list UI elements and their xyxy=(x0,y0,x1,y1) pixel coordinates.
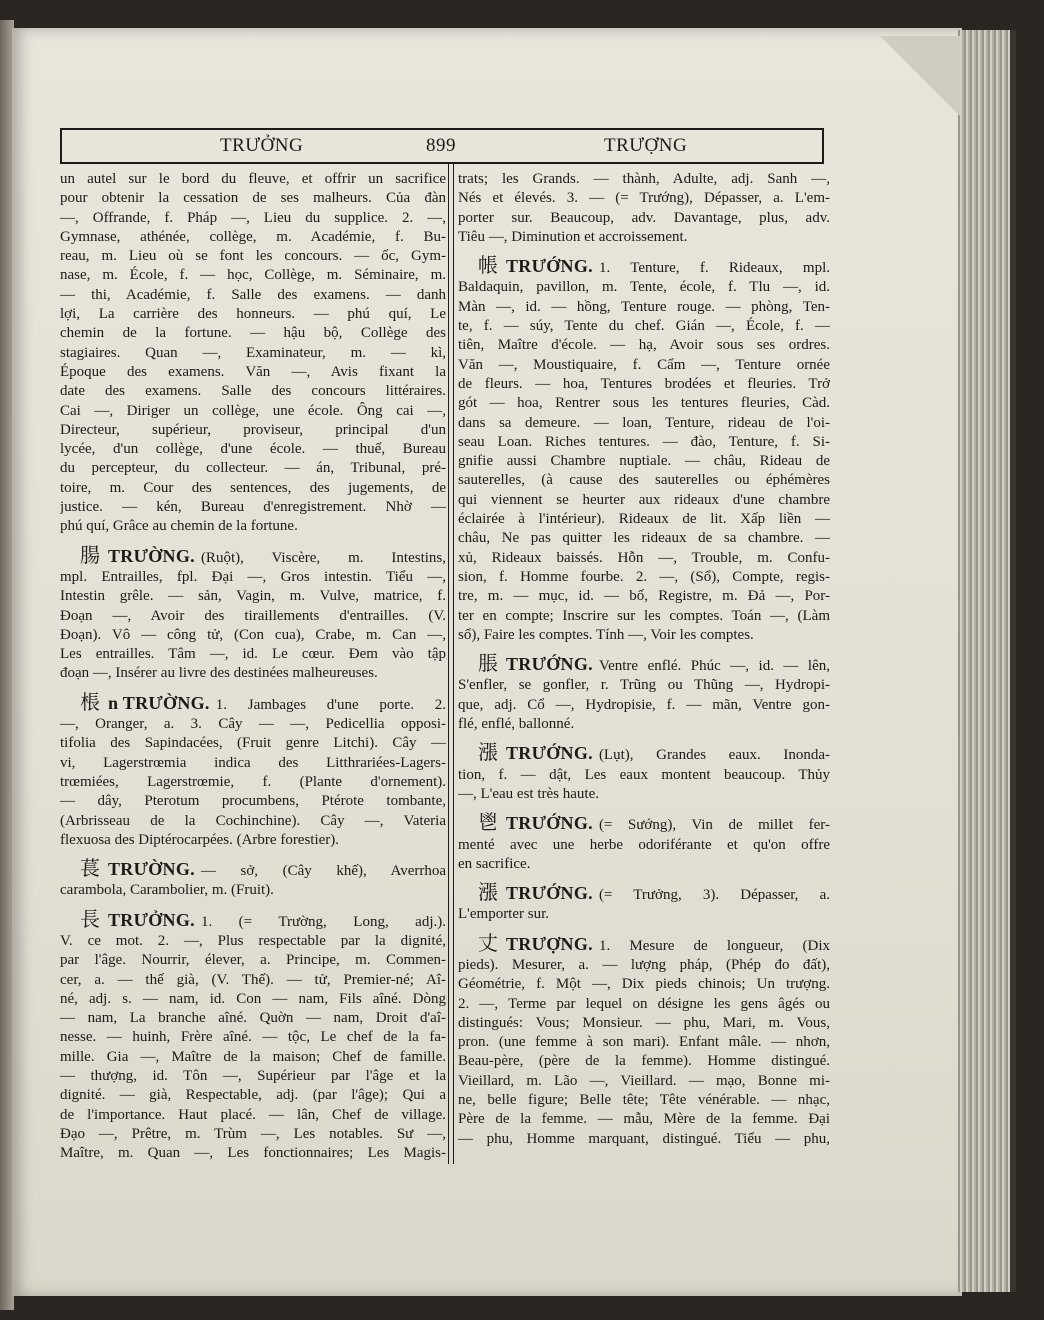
definition-line: justice. — kén, Bureau d'enregistrement. Nhờ — xyxy=(60,499,446,516)
definition-line: carambola, Carambolier, m. (Fruit). xyxy=(60,882,274,899)
definition-line: pieds). Mesurer, a. — lượng pháp, (Phép đo đất), xyxy=(458,956,830,973)
headword: TRƯỚNG. xyxy=(506,883,593,904)
definition-line: Beau-père, (père de la femme). Homme distingué. xyxy=(458,1053,830,1070)
definition-line: 2. —, Terme par lequel on désigne les gens âgés ou xyxy=(458,995,830,1012)
definition-line: Géométrie, f. Một —, Dix pieds chinois; Un trượng. xyxy=(458,976,830,993)
page-number: 899 xyxy=(426,135,456,156)
entry-headline xyxy=(458,814,830,835)
definition-line: Đoạn —, Avoir des tiraillements d'entrailles. (V. xyxy=(60,607,446,624)
headword: TRƯỚNG. xyxy=(506,256,593,277)
definition-line: Tiêu —, Diminution et accroissement. xyxy=(458,228,688,245)
definition-line: toire, m. Cour des sentences, des jugements, de xyxy=(60,479,446,496)
definition-line: —, Offrande, f. Pháp —, Lieu du supplice. 2. —, xyxy=(60,209,446,226)
chinese-character: 脹 xyxy=(478,653,498,676)
definition-line: L'emporter sur. xyxy=(458,906,550,923)
header-right-word: TRƯỢNG xyxy=(604,135,688,156)
definition-line: lợi, La carrière des honneurs. — phú quí, Le xyxy=(60,306,446,323)
definition-line: un autel sur le bord du fleuve, et offrir un sacrifice xyxy=(60,171,446,187)
headword: TRƯỢNG. xyxy=(506,933,593,954)
chinese-character: 帳 xyxy=(478,255,498,278)
chinese-character: 丈 xyxy=(478,932,498,955)
dictionary-entry xyxy=(60,908,446,1164)
definition-line: (Arbrisseau de la Cochinchine). Cây —, Vateria xyxy=(60,812,446,829)
folded-corner xyxy=(880,36,960,116)
definition-line: nesse. — huinh, Frère aîné. — tộc, Le chef de la fa- xyxy=(60,1029,446,1046)
headword: TRƯỞNG. xyxy=(108,909,195,930)
entry-headline xyxy=(458,655,830,676)
dictionary-entry xyxy=(458,744,830,804)
definition-line: dans sa demeure. — loan, Tenture, rideau de l'oi- xyxy=(458,414,830,431)
entry-continuation xyxy=(458,170,830,247)
dictionary-entry xyxy=(458,814,830,874)
definition-line: mpl. Entrailles, fpl. Đại —, Gros intestin. Tiểu —, xyxy=(60,568,446,585)
definition-line: (Lụt), Grandes eaux. Inonda- xyxy=(598,747,830,764)
definition-line: 1. Jambages d'une porte. 2. xyxy=(215,696,446,713)
definition-line: phú quí, Grâce au chemin de la fortune. xyxy=(60,518,298,535)
definition-line: qui viennent se heurter aux rideaux d'une chambre xyxy=(458,491,830,508)
headword: TRƯỜNG. xyxy=(108,859,195,880)
column-divider xyxy=(448,164,454,1164)
definition-line: —, Oranger, a. 3. Cây — —, Pedicellia opposi- xyxy=(60,716,446,733)
definition-line: Directeur, supérieur, proviseur, principal d'un xyxy=(60,421,446,438)
definition-line: tiên, Maître d'école. — hạ, Avoir sous ses ordres. xyxy=(458,337,830,354)
definition-line: đoạn —, Insérer au livre des destinées malheureuses. xyxy=(60,665,378,682)
definition-line: — thi, Académie, f. Salle des examens. — danh xyxy=(60,286,446,303)
definition-line: par l'âge. Nourrir, élever, a. Principe, m. Commen- xyxy=(60,952,446,969)
definition-line: tifolia des Sapindacées, (Fruit genre Litchi). Cây — xyxy=(60,735,446,752)
chinese-character: 棖 xyxy=(80,691,100,714)
definition-line: trats; les Grands. — thành, Adulte, adj. Sanh —, xyxy=(458,171,830,187)
chinese-character: 漲 xyxy=(478,742,498,765)
definition-line: Cai —, Diriger un collège, une école. Ông cai —, xyxy=(60,402,446,419)
definition-line: pron. (une femme à son mari). Enfant mâle. — nhơn, xyxy=(458,1034,830,1051)
entry-headline xyxy=(60,544,446,568)
definition-line: — dây, Pterotum procumbens, Ptérote tombante, xyxy=(60,793,446,810)
definition-line: châu, Ne pas quitter les rideaux de sa chambre. — xyxy=(458,530,830,547)
definition-line: vi, Lagerstrœmia indica des Litthrariées-Lagers- xyxy=(60,754,446,771)
definition-line: nase, m. École, f. — học, Collège, m. Séminaire, m. xyxy=(60,267,446,284)
definition-line: Đạo —, Prêtre, m. Trùm —, Les notables. Sư —, xyxy=(60,1125,446,1142)
definition-line: flé, enflé, ballonné. xyxy=(458,716,575,733)
headword: TRƯỚNG. xyxy=(506,813,593,834)
definition-line: gót — hoa, Rentrer sous les tentures fleuries, Càd. xyxy=(458,395,830,412)
definition-line: né, adj. s. — nam, id. Con — nam, Fils aîné. Dòng xyxy=(60,990,446,1007)
entry-continuation xyxy=(60,170,446,537)
page-edges xyxy=(958,30,1016,1292)
definition-line: en sacrifice. xyxy=(458,855,531,872)
definition-line: Ventre enflé. Phúc —, id. — lên, xyxy=(598,658,830,675)
definition-line: Baldaquin, pavillon, m. Tente, école, f. Tlu —, id. xyxy=(458,279,830,296)
definition-line: (Ruột), Viscère, m. Intestins, xyxy=(200,549,446,566)
left-column xyxy=(60,170,446,1164)
definition-line: éclairée à l'intérieur). Rideaux de lit. Xấp liền — xyxy=(458,511,830,528)
definition-line: ter en compte; Inscrire sur les comptes. Toán —, (Làm xyxy=(458,607,830,624)
entry-headline xyxy=(458,744,830,765)
definition-line: que, adj. Cổ —, Hydropisie, f. — mãn, Ventre gon- xyxy=(458,696,830,713)
definition-line: Màn —, id. — hồng, Tenture rouge. — phòng, Ten- xyxy=(458,298,830,315)
header-left-word: TRƯỞNG xyxy=(220,135,304,156)
dictionary-entry xyxy=(60,691,446,850)
definition-line: pour obtenir la cessation de ses malheurs. Của đàn xyxy=(60,190,446,207)
headword: TRƯỚNG. xyxy=(506,743,593,764)
definition-line: flexuosa des Diptérocarpées. (Arbre forestier). xyxy=(60,831,340,848)
definition-line: de fleurs. — hoa, Tentures brodées et fleuries. Trở xyxy=(458,375,830,392)
dictionary-entry xyxy=(60,544,446,684)
definition-line: Époque des examens. Văn —, Avis fixant la xyxy=(60,363,446,380)
headword: TRƯỜNG. xyxy=(108,545,195,566)
definition-line: seau Loan. Riches tentures. — đào, Tenture, f. Si- xyxy=(458,433,830,450)
definition-line: —, L'eau est très haute. xyxy=(458,785,599,802)
running-header xyxy=(60,128,824,164)
dictionary-entry xyxy=(458,655,830,734)
definition-line: 1. Mesure de longueur, (Dix xyxy=(598,937,830,954)
definition-line: tre, m. — mục, id. — bố, Registre, m. Đả —, Por- xyxy=(458,588,830,605)
definition-line: Père de la femme. — mẫu, Mère de la femme. Đại xyxy=(458,1111,830,1128)
definition-line: Gymnase, athénée, collège, m. Académie, f. Bu- xyxy=(60,228,446,245)
definition-line: date des examens. Salle des concours littéraires. xyxy=(60,383,446,400)
chinese-character: 腸 xyxy=(80,544,100,567)
definition-line: Vieillard, m. Lão —, Vieillard. — mạo, Bonne mi- xyxy=(458,1072,830,1089)
definition-line: (= Sướng), Vin de millet fer- xyxy=(598,817,830,834)
chinese-character: 長 xyxy=(80,908,100,931)
definition-line: — sở, (Cây khế), Averrhoa xyxy=(200,863,446,880)
chinese-character: 萇 xyxy=(80,858,100,881)
entry-headline xyxy=(458,884,830,905)
definition-line: Intestin grêle. — sản, Vagin, m. Vulve, matrice, f. xyxy=(60,588,446,605)
definition-line: Les entrailles. Tâm —, id. Le cœur. Đem vào tập xyxy=(60,646,446,663)
definition-line: cer, a. — thế già, (V. Thế). — tử, Premier-né; Aî- xyxy=(60,971,446,988)
definition-line: porter sur. Beaucoup, adv. Davantage, plus, adv. xyxy=(458,209,830,226)
definition-line: Nés et élevés. 3. — (= Trướng), Dépasser, a. L'em- xyxy=(458,190,830,207)
definition-line: du percepteur, du collecteur. — án, Tribunal, pré- xyxy=(60,460,446,477)
dictionary-entry xyxy=(60,860,446,901)
definition-line: — nam, La branche aîné. Quờn — nam, Droit d'aî- xyxy=(60,1010,446,1027)
entry-headline xyxy=(60,860,446,881)
definition-line: 1. Tenture, f. Rideaux, mpl. xyxy=(598,260,830,277)
definition-line: — phu, Homme marquant, distingué. Tiểu — phu, xyxy=(458,1130,830,1147)
definition-line: tion, f. — dật, Les eaux montent beaucoup. Thủy xyxy=(458,766,830,783)
right-column xyxy=(458,170,830,1149)
definition-line: de l'importance. Haut placé. — lân, Chef de village. xyxy=(60,1106,446,1123)
definition-line: stagiaires. Quan —, Examinateur, m. — kì, xyxy=(60,344,446,361)
definition-line: menté avec une herbe odoriférante et qu'on offre xyxy=(458,836,830,853)
definition-line: S'enfler, se gonfler, r. Trũng ou Thũng —, Hydropi- xyxy=(458,677,830,694)
definition-line: chemin de la fortune. — hậu bộ, Collège des xyxy=(60,325,446,342)
dictionary-entry xyxy=(458,932,830,1149)
entry-headline xyxy=(60,908,446,932)
definition-line: te, f. — súy, Tente du chef. Gián —, École, f. — xyxy=(458,318,830,335)
definition-line: — thượng, id. Tôn —, Supérieur par l'âge et la xyxy=(60,1068,446,1085)
definition-line: Maître, m. Quan —, Les fonctionnaires; Les Magis- xyxy=(60,1145,446,1162)
chinese-character: 漲 xyxy=(478,882,498,905)
entry-headline xyxy=(458,932,830,956)
definition-line: 1. (= Trường, Long, adj.). xyxy=(200,913,446,930)
definition-line: lycée, d'un collège, d'une école. — thuế, Bureau xyxy=(60,441,446,458)
definition-line: sion, f. Homme fourbe. 2. —, (Sổ), Compte, regis- xyxy=(458,568,830,585)
definition-line: sổ), Faire les comptes. Tính —, Voir les comptes. xyxy=(458,626,754,643)
entry-headline xyxy=(458,257,830,278)
dictionary-entry xyxy=(458,884,830,925)
definition-line: trœmiées, Lagerstrœmie, f. (Plante d'ornement). xyxy=(60,773,446,790)
entry-headline xyxy=(60,691,446,715)
headword: n TRƯỜNG. xyxy=(108,692,210,713)
definition-line: Văn —, Moustiquaire, f. Cẩm —, Tenture ornée xyxy=(458,356,830,373)
definition-line: gnifie aussi Chambre nuptiale. — châu, Rideau de xyxy=(458,453,830,470)
headword: TRƯỚNG. xyxy=(506,654,593,675)
definition-line: mille. Gia —, Maître de la maison; Chef de famille. xyxy=(60,1048,446,1065)
definition-line: xủ, Rideaux baissés. Hỗn —, Trouble, m. Confu- xyxy=(458,549,830,566)
chinese-character: 鬯 xyxy=(478,812,498,835)
definition-line: V. ce mot. 2. —, Plus respectable par la dignité, xyxy=(60,932,446,949)
definition-line: Đoạn). Vô — công tử, (Con cua), Crabe, m. Can —, xyxy=(60,626,446,643)
definition-line: ne, belle figure; Belle tête; Tête vénérable. — nhạc, xyxy=(458,1092,830,1109)
definition-line: (= Trưởng, 3). Dépasser, a. xyxy=(598,887,830,904)
definition-line: sauterelles, (à cause des sauterelles ou éphémères xyxy=(458,472,830,489)
definition-line: distingués: Vous; Monsieur. — phu, Mari, m. Vous, xyxy=(458,1014,830,1031)
definition-line: dignité. — già, Respectable, adj. (par l'âge); Qui a xyxy=(60,1087,446,1104)
definition-line: reau, m. Lieu où se font les concours. — ốc, Gym- xyxy=(60,248,446,265)
dictionary-entry xyxy=(458,257,830,645)
